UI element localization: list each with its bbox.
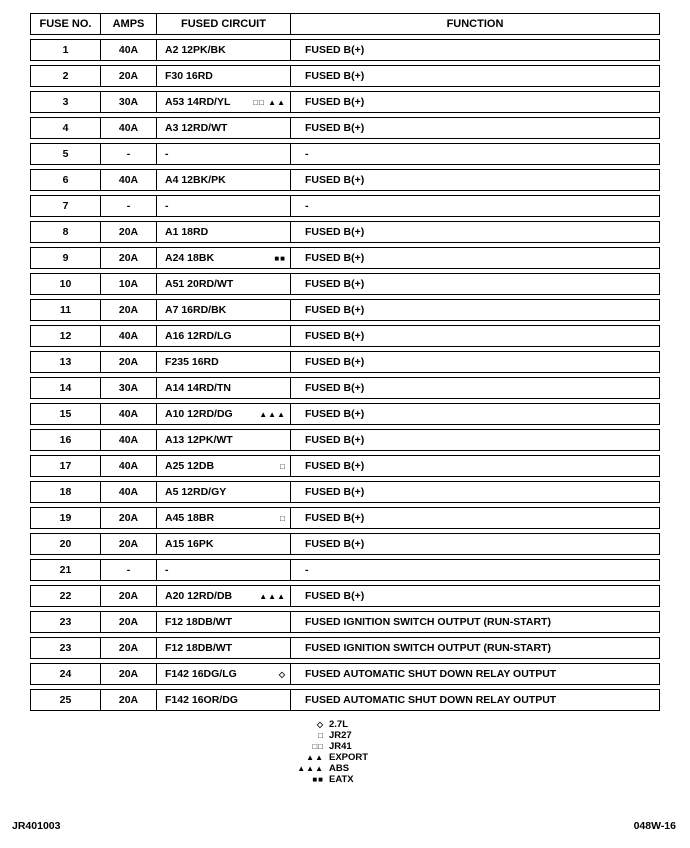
circuit-label: A24 18BK — [165, 252, 215, 264]
fuse-no-cell: 23 — [31, 638, 101, 658]
function-cell: FUSED B(+) — [305, 408, 365, 420]
legend-label: EXPORT — [329, 752, 369, 763]
circuit-cell — [157, 482, 291, 502]
fuse-no-cell: 24 — [31, 664, 101, 684]
circuit-symbols: ▲▲▲ — [259, 591, 286, 601]
legend-symbol: □□ — [312, 742, 324, 751]
table-row — [30, 91, 660, 113]
circuit-cell — [157, 586, 291, 606]
amps-cell: 40A — [101, 482, 157, 502]
amps-cell: 10A — [101, 274, 157, 294]
function-cell: FUSED B(+) — [305, 96, 365, 108]
function-cell: FUSED IGNITION SWITCH OUTPUT (RUN-START) — [305, 616, 551, 628]
function-cell: FUSED B(+) — [305, 226, 365, 238]
function-cell: FUSED AUTOMATIC SHUT DOWN RELAY OUTPUT — [305, 668, 557, 680]
amps-cell: 20A — [101, 612, 157, 632]
circuit-label: A20 12RD/DB — [165, 590, 233, 602]
function-cell: FUSED B(+) — [305, 122, 365, 134]
circuit-cell — [157, 508, 291, 528]
fuse-no-cell: 15 — [31, 404, 101, 424]
function-cell: - — [305, 564, 309, 576]
fuse-no-cell: 4 — [31, 118, 101, 138]
fuse-no-cell: 8 — [31, 222, 101, 242]
amps-cell: 40A — [101, 456, 157, 476]
legend-item — [286, 730, 660, 741]
table-row — [30, 143, 660, 165]
circuit-label: A45 18BR — [165, 512, 215, 524]
circuit-label: A53 14RD/YL — [165, 96, 231, 108]
circuit-label: A4 12BK/PK — [165, 174, 226, 186]
circuit-label: F30 16RD — [165, 70, 213, 82]
circuit-symbols: □ — [280, 461, 286, 471]
circuit-cell — [157, 534, 291, 554]
amps-cell: 20A — [101, 222, 157, 242]
table-row — [30, 117, 660, 139]
circuit-cell — [157, 378, 291, 398]
amps-cell: 20A — [101, 300, 157, 320]
col-header-amps: AMPS — [101, 14, 157, 34]
function-cell: FUSED B(+) — [305, 174, 365, 186]
circuit-cell — [157, 638, 291, 658]
legend-item — [286, 763, 660, 774]
legend-symbol: ▲▲▲ — [297, 764, 324, 773]
legend-label: ABS — [329, 763, 350, 774]
amps-cell: - — [101, 560, 157, 580]
fuse-table-body — [30, 39, 660, 711]
function-cell: FUSED B(+) — [305, 330, 365, 342]
function-cell: FUSED B(+) — [305, 70, 365, 82]
circuit-cell — [157, 274, 291, 294]
table-row — [30, 611, 660, 633]
fuse-no-cell: 2 — [31, 66, 101, 86]
table-row — [30, 325, 660, 347]
amps-cell: 20A — [101, 586, 157, 606]
table-row — [30, 247, 660, 269]
fuse-no-cell: 7 — [31, 196, 101, 216]
table-row — [30, 65, 660, 87]
circuit-label: A2 12PK/BK — [165, 44, 226, 56]
legend-symbol: ■■ — [312, 775, 324, 784]
circuit-label: A25 12DB — [165, 460, 215, 472]
circuit-symbols: □ — [280, 513, 286, 523]
table-row — [30, 559, 660, 581]
fuse-no-cell: 9 — [31, 248, 101, 268]
fuse-no-cell: 12 — [31, 326, 101, 346]
circuit-cell — [157, 352, 291, 372]
circuit-label: - — [165, 200, 169, 212]
table-row — [30, 481, 660, 503]
table-row — [30, 637, 660, 659]
function-cell: - — [305, 200, 309, 212]
table-row — [30, 663, 660, 685]
circuit-label: - — [165, 148, 169, 160]
col-header-fuse-no: FUSE NO. — [31, 14, 101, 34]
circuit-symbols: □□ ▲▲ — [253, 97, 286, 107]
amps-cell: 40A — [101, 404, 157, 424]
circuit-label: A16 12RD/LG — [165, 330, 232, 342]
table-row — [30, 169, 660, 191]
function-cell: FUSED B(+) — [305, 382, 365, 394]
fuse-no-cell: 14 — [31, 378, 101, 398]
amps-cell: 40A — [101, 40, 157, 60]
function-cell: FUSED B(+) — [305, 538, 365, 550]
legend-item — [286, 719, 660, 730]
fuse-no-cell: 18 — [31, 482, 101, 502]
circuit-cell — [157, 222, 291, 242]
circuit-cell — [157, 40, 291, 60]
table-row — [30, 533, 660, 555]
fuse-no-cell: 6 — [31, 170, 101, 190]
col-header-function: FUNCTION — [446, 18, 504, 30]
fuse-no-cell: 1 — [31, 40, 101, 60]
amps-cell: 40A — [101, 430, 157, 450]
amps-cell: 30A — [101, 92, 157, 112]
fuse-no-cell: 10 — [31, 274, 101, 294]
circuit-cell — [157, 690, 291, 710]
function-cell: - — [305, 148, 309, 160]
function-cell: FUSED B(+) — [305, 434, 365, 446]
circuit-cell — [157, 456, 291, 476]
circuit-cell — [157, 560, 291, 580]
circuit-cell — [157, 170, 291, 190]
circuit-cell — [157, 92, 291, 112]
function-cell: FUSED IGNITION SWITCH OUTPUT (RUN-START) — [305, 642, 551, 654]
circuit-label: - — [165, 564, 169, 576]
circuit-label: A7 16RD/BK — [165, 304, 227, 316]
circuit-cell — [157, 326, 291, 346]
circuit-label: F142 16DG/LG — [165, 668, 237, 680]
amps-cell: - — [101, 144, 157, 164]
function-cell: FUSED B(+) — [305, 278, 365, 290]
circuit-symbols: ■■ — [274, 253, 286, 263]
amps-cell: 40A — [101, 326, 157, 346]
table-row — [30, 585, 660, 607]
legend-item — [286, 741, 660, 752]
legend-label: 2.7L — [329, 719, 349, 730]
table-row — [30, 429, 660, 451]
circuit-cell — [157, 196, 291, 216]
fuse-no-cell: 11 — [31, 300, 101, 320]
amps-cell: 20A — [101, 66, 157, 86]
function-cell: FUSED B(+) — [305, 512, 365, 524]
legend-symbol: □ — [318, 731, 324, 740]
fuse-no-cell: 23 — [31, 612, 101, 632]
circuit-cell — [157, 300, 291, 320]
function-cell: FUSED B(+) — [305, 252, 365, 264]
circuit-label: F12 18DB/WT — [165, 616, 233, 628]
circuit-label: A13 12PK/WT — [165, 434, 233, 446]
table-header-row — [30, 13, 660, 35]
fuse-no-cell: 25 — [31, 690, 101, 710]
circuit-label: A1 18RD — [165, 226, 209, 238]
circuit-cell — [157, 612, 291, 632]
fuse-no-cell: 17 — [31, 456, 101, 476]
document-number-left: JR401003 — [12, 820, 61, 832]
legend-item — [286, 774, 660, 785]
amps-cell: 20A — [101, 690, 157, 710]
circuit-cell — [157, 118, 291, 138]
function-cell: FUSED B(+) — [305, 486, 365, 498]
table-row — [30, 195, 660, 217]
circuit-label: A10 12RD/DG — [165, 408, 233, 420]
amps-cell: 30A — [101, 378, 157, 398]
table-row — [30, 273, 660, 295]
amps-cell: 20A — [101, 352, 157, 372]
circuit-label: A14 14RD/TN — [165, 382, 231, 394]
legend-item — [286, 752, 660, 763]
circuit-label: A15 16PK — [165, 538, 214, 550]
table-row — [30, 689, 660, 711]
document-number-right: 048W-16 — [633, 820, 676, 832]
function-cell: FUSED B(+) — [305, 590, 365, 602]
table-row — [30, 507, 660, 529]
table-row — [30, 403, 660, 425]
amps-cell: 40A — [101, 170, 157, 190]
circuit-cell — [157, 248, 291, 268]
fuse-no-cell: 5 — [31, 144, 101, 164]
table-row — [30, 299, 660, 321]
circuit-cell — [157, 664, 291, 684]
legend-label: JR27 — [329, 730, 352, 741]
fuse-no-cell: 13 — [31, 352, 101, 372]
amps-cell: 20A — [101, 664, 157, 684]
function-cell: FUSED B(+) — [305, 304, 365, 316]
function-cell: FUSED B(+) — [305, 356, 365, 368]
legend-symbol: ▲▲ — [306, 753, 324, 762]
fuse-no-cell: 22 — [31, 586, 101, 606]
circuit-label: F235 16RD — [165, 356, 219, 368]
function-cell: FUSED B(+) — [305, 460, 365, 472]
fuse-no-cell: 3 — [31, 92, 101, 112]
amps-cell: 20A — [101, 248, 157, 268]
table-row — [30, 39, 660, 61]
function-cell: FUSED B(+) — [305, 44, 365, 56]
circuit-label: A3 12RD/WT — [165, 122, 228, 134]
circuit-cell — [157, 66, 291, 86]
circuit-label: A51 20RD/WT — [165, 278, 234, 290]
circuit-symbols: ◇ — [278, 669, 286, 679]
table-row — [30, 377, 660, 399]
fuse-no-cell: 20 — [31, 534, 101, 554]
function-cell: FUSED AUTOMATIC SHUT DOWN RELAY OUTPUT — [305, 694, 557, 706]
amps-cell: 20A — [101, 508, 157, 528]
col-header-fused-circuit: FUSED CIRCUIT — [157, 14, 291, 34]
table-row — [30, 351, 660, 373]
amps-cell: - — [101, 196, 157, 216]
legend-label: EATX — [329, 774, 354, 785]
fuse-no-cell: 21 — [31, 560, 101, 580]
symbol-legend — [286, 719, 660, 785]
circuit-label: A5 12RD/GY — [165, 486, 227, 498]
legend-label: JR41 — [329, 741, 352, 752]
circuit-cell — [157, 404, 291, 424]
legend-symbol: ◇ — [316, 720, 324, 729]
circuit-cell — [157, 144, 291, 164]
table-row — [30, 455, 660, 477]
circuit-cell — [157, 430, 291, 450]
amps-cell: 20A — [101, 534, 157, 554]
fuse-no-cell: 19 — [31, 508, 101, 528]
circuit-symbols: ▲▲▲ — [259, 409, 286, 419]
circuit-label: F12 18DB/WT — [165, 642, 233, 654]
circuit-label: F142 16OR/DG — [165, 694, 238, 706]
table-row — [30, 221, 660, 243]
fuse-no-cell: 16 — [31, 430, 101, 450]
amps-cell: 40A — [101, 118, 157, 138]
amps-cell: 20A — [101, 638, 157, 658]
